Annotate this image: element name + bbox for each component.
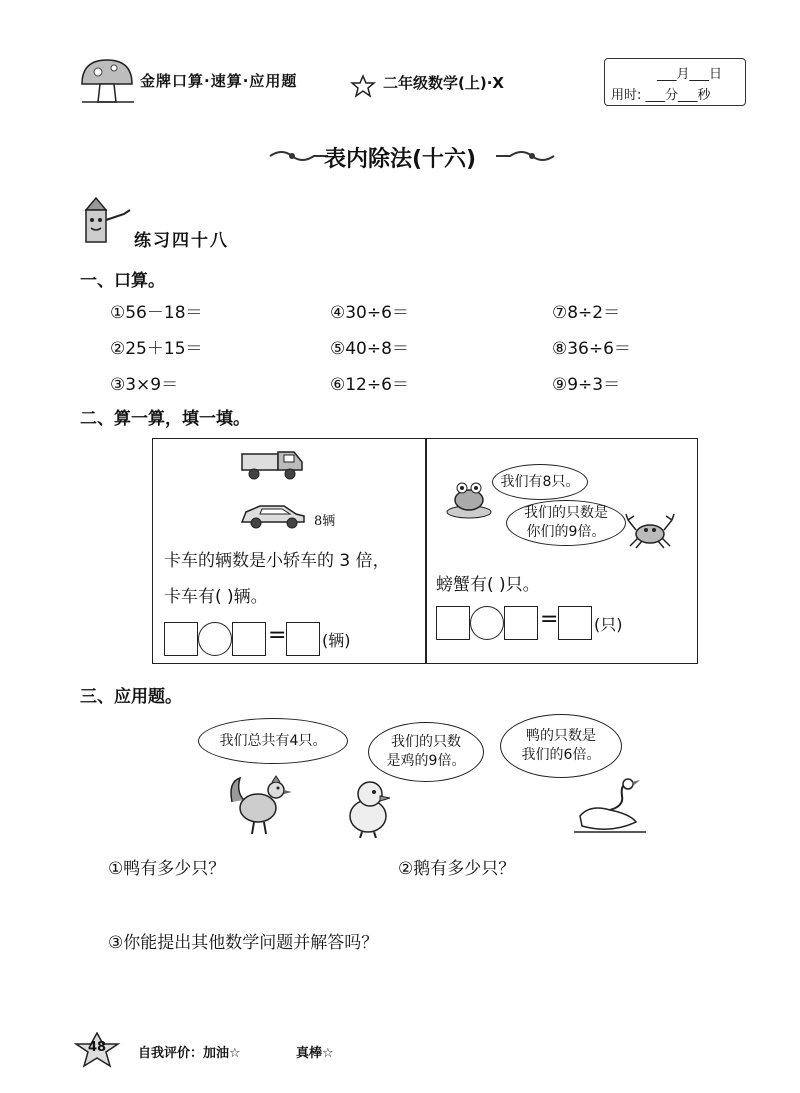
goose-speech-line2: 我们的6倍。: [521, 747, 601, 763]
mushroom-logo-icon: [78, 56, 136, 106]
crab-icon: [624, 510, 676, 550]
crab-speech-bubble: [506, 500, 626, 546]
calc-item: ③3×9＝: [110, 375, 179, 395]
calc-item: ⑨9÷3＝: [552, 375, 621, 395]
section2-heading: 二、算一算，填一填。: [80, 409, 250, 429]
right-ornament-icon: [494, 146, 556, 166]
calc-item: ⑦8÷2＝: [552, 303, 621, 323]
calc-item: ①56－18＝: [110, 303, 203, 323]
goose-speech-line1: 鸭的只数是: [525, 728, 596, 745]
crab-speech-line1: 我们的只数是: [524, 505, 608, 522]
equals-sign: =: [540, 607, 559, 632]
calc-item: ⑥12÷6＝: [330, 375, 409, 395]
car-icon: [238, 500, 308, 530]
answer-box[interactable]: [164, 622, 198, 656]
rooster-icon: [222, 772, 302, 836]
car-count-label: 8辆: [314, 514, 336, 529]
rooster-speech-text: 我们总共有4只。: [219, 732, 327, 749]
frog-speech-bubble: [492, 464, 588, 500]
grade-label: 二年级数学(上)·X: [383, 74, 504, 92]
calc-item: ⑧36÷6＝: [552, 339, 631, 359]
section3-heading: 三、应用题。: [80, 687, 182, 707]
date-time-box: [604, 58, 746, 106]
chick-icon: [344, 778, 394, 838]
truck-answer-blank[interactable]: 卡车有( )辆。: [164, 587, 268, 607]
unit-label: (辆): [322, 631, 351, 650]
goose-icon: [570, 776, 650, 838]
frog-speech-text: 我们有8只。: [500, 473, 580, 490]
calc-item: ⑤40÷8＝: [330, 339, 409, 359]
self-eval-label: 自我评价：加油☆: [138, 1046, 241, 1061]
truck-problem-text: 卡车的辆数是小轿车的 3 倍，: [164, 551, 390, 571]
time-field[interactable]: 用时: ___分___秒: [611, 88, 711, 103]
operator-circle[interactable]: [470, 606, 504, 640]
operator-circle[interactable]: [198, 622, 232, 656]
series-title: 金牌口算·速算·应用题: [140, 72, 298, 90]
page-title: 表内除法(十六): [323, 147, 477, 172]
truck-icon: [240, 446, 306, 482]
answer-box[interactable]: [436, 606, 470, 640]
answer-box[interactable]: [286, 622, 320, 656]
answer-box[interactable]: [558, 606, 592, 640]
pencil-mascot-icon: [78, 196, 134, 246]
calc-item: ②25＋15＝: [110, 339, 203, 359]
question-duck: ①鸭有多少只？: [108, 859, 226, 879]
date-field[interactable]: ___月___日: [657, 67, 723, 82]
rooster-speech-bubble: [198, 718, 348, 764]
calc-item: ④30÷6＝: [330, 303, 409, 323]
star-icon: [350, 74, 376, 98]
chick-speech-line1: 我们的只数: [390, 734, 461, 751]
question-open: ③你能提出其他数学问题并解答吗？: [108, 933, 379, 953]
great-label: 真棒☆: [296, 1046, 334, 1061]
section1-heading: 一、口算。: [80, 271, 165, 291]
crab-answer-blank[interactable]: 螃蟹有( )只。: [436, 575, 540, 595]
answer-box[interactable]: [232, 622, 266, 656]
frog-icon: [444, 474, 494, 520]
page-number: 48: [87, 1040, 107, 1055]
question-goose: ②鹅有多少只？: [398, 859, 516, 879]
table-divider: [425, 439, 427, 663]
crab-speech-line2: 你们的9倍。: [526, 524, 606, 540]
chick-speech-bubble: [368, 722, 484, 782]
goose-speech-bubble: [500, 714, 622, 778]
equals-sign: =: [268, 623, 287, 648]
exercise-label: 练习四十八: [134, 231, 229, 251]
answer-box[interactable]: [504, 606, 538, 640]
unit-label: (只): [594, 615, 623, 634]
chick-speech-line2: 是鸡的9倍。: [386, 753, 466, 769]
